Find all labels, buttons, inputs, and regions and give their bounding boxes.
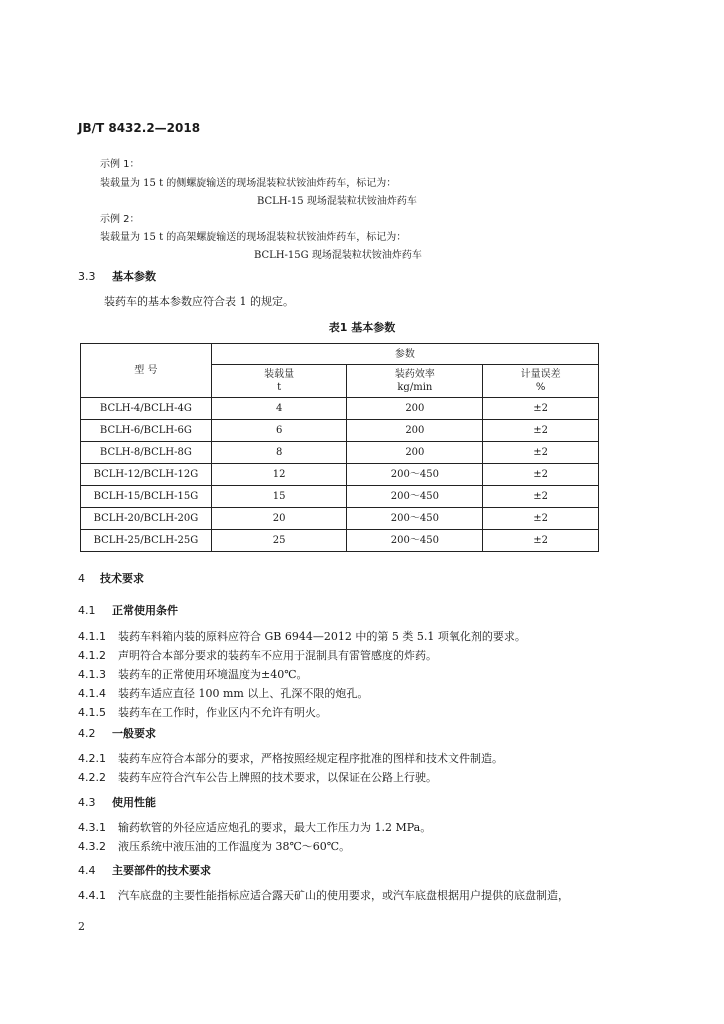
section-4-1-heading [78, 602, 178, 618]
parameter-table [80, 343, 599, 552]
cell-load: 6 [211, 420, 347, 442]
header-params-group: 参数 [211, 344, 598, 365]
section-title: 正常使用条件 [112, 604, 178, 617]
cell-error: ±2 [483, 464, 599, 486]
cell-model: BCLH-6/BCLH-6G [81, 420, 212, 442]
example-1-text: 装载量为 15 t 的侧螺旋输送的现场混装粒状铵油炸药车，标记为： [100, 178, 397, 189]
header-metering-error: 计量误差 % [483, 365, 599, 398]
example-1-label: 示例 1： [100, 159, 140, 170]
example-1-mark: BCLH-15 现场混装粒状铵油炸药车 [257, 196, 417, 207]
clause-4-3-1: 4.3.1 输药软管的外径应适应炮孔的要求，最大工作压力为 1.2 MPa。 [78, 821, 432, 834]
header-load-capacity: 装载量 t [211, 365, 347, 398]
header-charging-efficiency: 装药效率 kg/min [347, 365, 483, 398]
cell-load: 4 [211, 398, 347, 420]
clause-4-1-5: 4.1.5 装药车在工作时，作业区内不允许有明火。 [78, 706, 327, 719]
cell-load: 20 [211, 508, 347, 530]
clause-4-1-4: 4.1.4 装药车适应直径 100 mm 以上、孔深不限的炮孔。 [78, 687, 369, 700]
cell-error: ±2 [483, 508, 599, 530]
cell-efficiency: 200 [347, 442, 483, 464]
example-2-label: 示例 2： [100, 214, 140, 225]
cell-efficiency: 200 [347, 398, 483, 420]
table-row [81, 486, 599, 508]
cell-efficiency: 200 [347, 420, 483, 442]
section-4-2-heading [78, 725, 156, 741]
clause-4-1-2: 4.1.2 声明符合本部分要求的装药车不应用于混制具有雷管感度的炸药。 [78, 649, 437, 662]
cell-model: BCLH-4/BCLH-4G [81, 398, 212, 420]
table-caption: 表1 基本参数 [328, 321, 396, 334]
table-row [81, 420, 599, 442]
document-id: JB/T 8432.2—2018 [78, 121, 201, 135]
header-model: 型 号 [81, 344, 212, 398]
section-3-3-intro: 装药车的基本参数应符合表 1 的规定。 [104, 295, 294, 308]
cell-model: BCLH-15/BCLH-15G [81, 486, 212, 508]
cell-efficiency: 200～450 [347, 464, 483, 486]
cell-error: ±2 [483, 442, 599, 464]
clause-4-2-1: 4.2.1 装药车应符合本部分的要求，严格按照经规定程序批准的图样和技术文件制造。 [78, 752, 503, 765]
cell-error: ±2 [483, 530, 599, 552]
section-title: 主要部件的技术要求 [112, 864, 211, 877]
section-4-4-heading [78, 862, 211, 878]
example-2-mark: BCLH-15G 现场混装粒状铵油炸药车 [254, 250, 422, 261]
cell-load: 15 [211, 486, 347, 508]
section-title: 一般要求 [112, 727, 156, 740]
cell-model: BCLH-12/BCLH-12G [81, 464, 212, 486]
cell-error: ±2 [483, 420, 599, 442]
clause-4-2-2: 4.2.2 装药车应符合汽车公告上牌照的技术要求，以保证在公路上行驶。 [78, 771, 437, 784]
cell-model: BCLH-8/BCLH-8G [81, 442, 212, 464]
cell-efficiency: 200～450 [347, 530, 483, 552]
cell-error: ±2 [483, 486, 599, 508]
clause-4-3-2: 4.3.2 液压系统中液压油的工作温度为 38℃～60℃。 [78, 840, 351, 853]
section-3-3-heading [78, 268, 156, 284]
page-number: 2 [78, 920, 85, 933]
clause-4-1-3: 4.1.3 装药车的正常使用环境温度为±40℃。 [78, 668, 308, 681]
example-2-text: 装载量为 15 t 的高架螺旋输送的现场混装粒状铵油炸药车，标记为： [100, 232, 407, 243]
section-title: 技术要求 [100, 572, 144, 585]
cell-load: 25 [211, 530, 347, 552]
cell-load: 8 [211, 442, 347, 464]
cell-error: ±2 [483, 398, 599, 420]
table-row [81, 398, 599, 420]
section-number: 4.4 [78, 864, 96, 877]
section-number: 4.2 [78, 727, 96, 740]
table-row [81, 442, 599, 464]
section-title: 使用性能 [112, 796, 156, 809]
clause-4-4-1: 4.4.1 汽车底盘的主要性能指标应适合露天矿山的使用要求，或汽车底盘根据用户提供的底盘制造， [78, 889, 569, 902]
cell-load: 12 [211, 464, 347, 486]
section-number: 4.3 [78, 796, 96, 809]
section-number: 3.3 [78, 270, 96, 283]
clause-4-1-1: 4.1.1 装药车料箱内装的原料应符合 GB 6944—2012 中的第 5 类 5.1 项氧化剂的要求。 [78, 630, 526, 643]
table-row [81, 464, 599, 486]
cell-model: BCLH-20/BCLH-20G [81, 508, 212, 530]
section-number: 4 [78, 572, 85, 585]
section-4-3-heading [78, 794, 156, 810]
cell-efficiency: 200～450 [347, 486, 483, 508]
table-row [81, 530, 599, 552]
table-row [81, 508, 599, 530]
cell-efficiency: 200～450 [347, 508, 483, 530]
cell-model: BCLH-25/BCLH-25G [81, 530, 212, 552]
section-number: 4.1 [78, 604, 96, 617]
section-title: 基本参数 [112, 270, 156, 283]
section-4-heading [78, 570, 144, 586]
